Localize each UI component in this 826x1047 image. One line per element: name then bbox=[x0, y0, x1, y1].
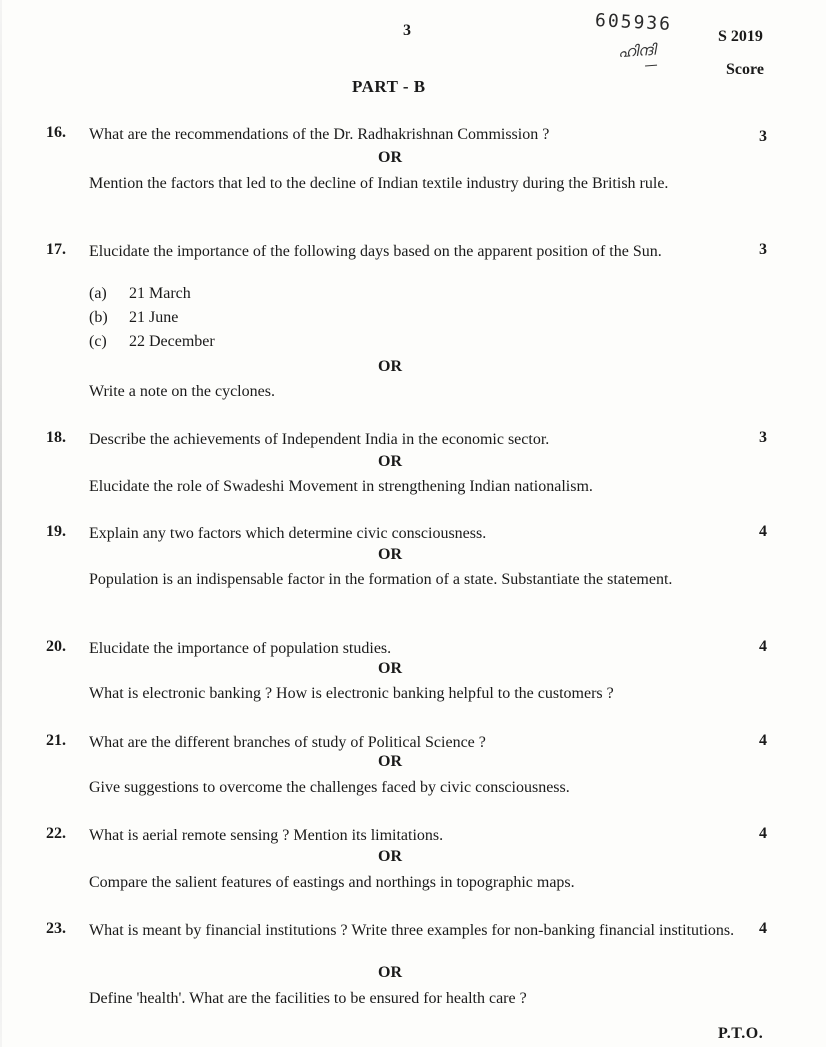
or-divider: OR bbox=[378, 964, 402, 981]
alternative-question: Population is an indispensable factor in the formation of a state. Substantiate the statement. bbox=[89, 571, 673, 588]
sub-item-text: 22 December bbox=[129, 333, 215, 350]
or-divider: OR bbox=[378, 753, 402, 770]
question-number: 20. bbox=[46, 638, 66, 655]
question-number: 23. bbox=[46, 920, 66, 937]
question-number: 22. bbox=[46, 825, 66, 842]
question-number: 18. bbox=[46, 429, 66, 446]
alternative-question: Elucidate the role of Swadeshi Movement in strengthening Indian nationalism. bbox=[89, 478, 593, 495]
alternative-question: What is electronic banking ? How is electronic banking helpful to the customers ? bbox=[89, 685, 614, 702]
or-divider: OR bbox=[378, 660, 402, 677]
question-text: What is meant by financial institutions ? Write three examples for non-banking financial institutions. bbox=[89, 922, 735, 939]
or-divider: OR bbox=[378, 453, 402, 470]
or-divider: OR bbox=[378, 149, 402, 166]
question-score: 4 bbox=[759, 732, 767, 749]
sub-item-label: (a) bbox=[89, 285, 107, 302]
alternative-question: Give suggestions to overcome the challenges faced by civic consciousness. bbox=[89, 779, 570, 796]
handwritten-mark: ഹിന്ദി bbox=[617, 40, 657, 62]
page-turn-over: P.T.O. bbox=[718, 1025, 764, 1042]
scan-edge bbox=[0, 0, 2, 1047]
question-text: What is aerial remote sensing ? Mention its limitations. bbox=[89, 827, 444, 844]
question-score: 3 bbox=[759, 241, 767, 258]
question-score: 4 bbox=[759, 523, 767, 540]
page-number: 3 bbox=[403, 22, 411, 39]
sub-item-label: (b) bbox=[89, 309, 108, 326]
alternative-question: Write a note on the cyclones. bbox=[89, 383, 275, 400]
question-number: 21. bbox=[46, 732, 66, 749]
question-score: 3 bbox=[759, 429, 767, 446]
question-text: Describe the achievements of Independent India in the economic sector. bbox=[89, 431, 550, 448]
question-score: 3 bbox=[759, 128, 767, 145]
sub-item bbox=[89, 306, 215, 330]
question-text: Explain any two factors which determine civic consciousness. bbox=[89, 525, 487, 542]
question-text: Elucidate the importance of population studies. bbox=[89, 640, 392, 657]
question-score: 4 bbox=[759, 920, 767, 937]
question-number: 19. bbox=[46, 523, 66, 540]
question-text: What are the different branches of study of Political Science ? bbox=[89, 734, 486, 751]
or-divider: OR bbox=[378, 546, 402, 563]
question-number: 16. bbox=[46, 124, 66, 141]
sub-item bbox=[89, 330, 215, 354]
score-column-label: Score bbox=[726, 61, 764, 78]
question-number: 17. bbox=[46, 241, 66, 258]
part-heading: PART - B bbox=[352, 77, 426, 96]
alternative-question: Mention the factors that led to the decline of Indian textile industry during the British rule. bbox=[89, 175, 669, 192]
sub-item-text: 21 June bbox=[129, 309, 179, 326]
alternative-question: Compare the salient features of eastings and northings in topographic maps. bbox=[89, 874, 575, 891]
alternative-question: Define 'health'. What are the facilities to be ensured for health care ? bbox=[89, 990, 527, 1007]
question-score: 4 bbox=[759, 638, 767, 655]
sub-item-label: (c) bbox=[89, 333, 107, 350]
question-score: 4 bbox=[759, 825, 767, 842]
exam-code: S 2019 bbox=[718, 28, 763, 45]
sub-item-list bbox=[89, 282, 215, 354]
question-text: Elucidate the importance of the following days based on the apparent position of the Sun. bbox=[89, 243, 662, 260]
or-divider: OR bbox=[378, 358, 402, 375]
question-text: What are the recommendations of the Dr. Radhakrishnan Commission ? bbox=[89, 126, 550, 143]
sub-item bbox=[89, 282, 215, 306]
sub-item-text: 21 March bbox=[129, 285, 191, 302]
or-divider: OR bbox=[378, 848, 402, 865]
handwritten-code: 605936 bbox=[594, 9, 673, 36]
